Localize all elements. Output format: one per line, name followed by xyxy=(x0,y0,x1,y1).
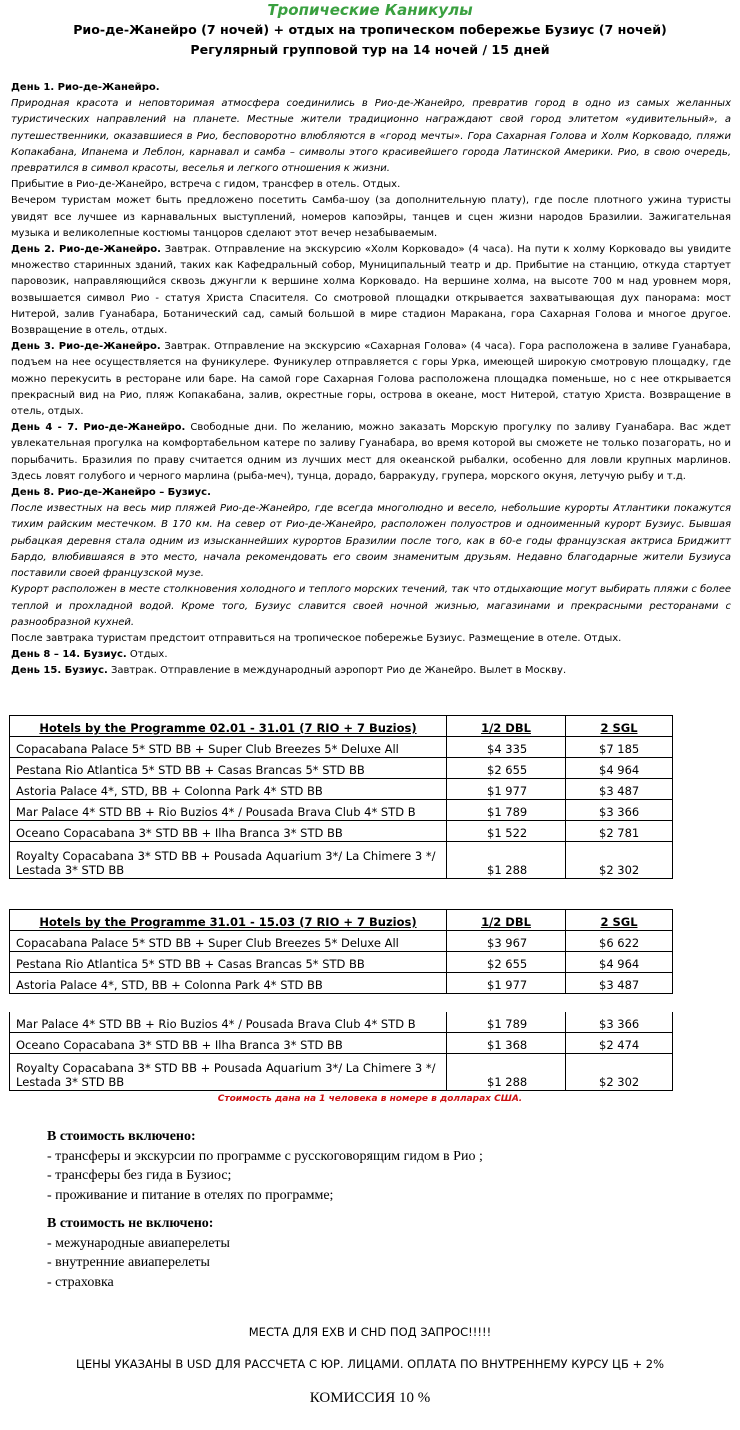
itinerary xyxy=(11,80,731,680)
list-item: - трансферы без гида в Бузиос; xyxy=(47,1168,232,1183)
day2-text: Завтрак. Отправление на экскурсию «Холм Корковадо» (4 часа). На пути к холму Корковадо вы увидите множество старинных зданий, таких как Кафедральный собор, Муниципальный театр и др. Прибытие на станцию, откуда стартует паровозик, направляющийся сквозь джунгли к вершине холма Корковадо. На вершине холма, на высоте 700 м над уровнем моря, возвышается символ Рио - статуя Христа Спасителя. Со смотровой площадки открывается захватывающая дух панорама: мост Нитерой, залив Гуанабара, Ботанический сад, самый большой в мире стадион Маракана, гора Сахарная Голова и многое другое. Возвращение в отель, отдых. xyxy=(11,244,731,337)
day3-text: Завтрак. Отправление на экскурсию «Сахарная Голова» (4 часа). Гора расположена в заливе Гуанабара, подъем на нее осуществляется на фуникулере. Фуникулер отправляется с горы Урка, имеющей широкую смотровую площадку, где можно перекусить в ресторане или баре. На самой горе Сахарная Голова расположена площадка поменьше, но с нее открывается прекрасный вид на Рио, пляж Копакабана, залив, окрестные горы, острова в океане, мост Нитерой, статую Христа. Возвращение в отель, отдых. xyxy=(11,341,731,418)
sgl-column-header: 2 SGL xyxy=(566,910,673,931)
not-included-section xyxy=(47,1214,230,1292)
not-included-title: В стоимость не включено: xyxy=(47,1216,214,1231)
hotel-cell: Mar Palace 4* STD BB + Rio Buzios 4* / Pousada Brava Club 4* STD B xyxy=(10,800,447,821)
sgl-price-cell: $2 302 xyxy=(566,1054,673,1091)
sgl-price-cell: $4 964 xyxy=(566,758,673,779)
sgl-price-cell: $3 366 xyxy=(566,800,673,821)
table-row xyxy=(10,758,673,779)
table-row xyxy=(10,800,673,821)
day15-text: Завтрак. Отправление в международный аэропорт Рио де Жанейро. Вылет в Москву. xyxy=(107,665,567,677)
list-item: - межународные авиаперелеты xyxy=(47,1235,230,1251)
list-item: - проживание и питание в отелях по программе; xyxy=(47,1187,334,1203)
sgl-price-cell: $3 366 xyxy=(566,1012,673,1033)
table-row xyxy=(10,737,673,758)
dbl-price-cell: $1 977 xyxy=(447,779,566,800)
dbl-price-cell: $1 522 xyxy=(447,821,566,842)
price-table-period-2 xyxy=(9,909,673,994)
sgl-price-cell: $2 302 xyxy=(566,842,673,879)
day8-intro-2: Курорт расположен в месте столкновения холодного и теплого морских течений, так что отдыхающие могут выбирать пляжи с более теплой и прохладной водой. Кроме того, Бузиус славится своей ночной жизнью, магазинами и прекрасными ресторанами с разнообразной кухней. xyxy=(11,584,731,628)
exb-chd-notice: МЕСТА ДЛЯ EXB И CHD ПОД ЗАПРОС!!!!! xyxy=(248,1325,492,1339)
dbl-price-cell: $1 789 xyxy=(447,1012,566,1033)
day8-title: День 8. Рио-де-Жанейро – Бузиус. xyxy=(11,487,211,499)
tour-subtitle-route: Рио-де-Жанейро (7 ночей) + отдых на тропическом побережье Бузиус (7 ночей) xyxy=(73,22,667,37)
hotels-column-header: Hotels by the Programme 02.01 - 31.01 (7 RIO + 7 Buzios) xyxy=(10,716,447,737)
dbl-price-cell: $1 288 xyxy=(447,842,566,879)
day1-title: День 1. Рио-де-Жанейро. xyxy=(11,82,160,93)
day8-14-text: Отдых. xyxy=(126,649,168,661)
included-title: В стоимость включено: xyxy=(47,1129,196,1144)
hotel-cell: Pestana Rio Atlantica 5* STD BB + Casas Brancas 5* STD BB xyxy=(10,952,447,973)
dbl-price-cell: $1 789 xyxy=(447,800,566,821)
table-row xyxy=(10,952,673,973)
included-section xyxy=(47,1127,483,1205)
dbl-price-cell: $1 288 xyxy=(447,1054,566,1091)
sgl-price-cell: $7 185 xyxy=(566,737,673,758)
day2-title: День 2. Рио-де-Жанейро. xyxy=(11,244,161,256)
dbl-price-cell: $2 655 xyxy=(447,758,566,779)
table-header-row xyxy=(10,910,673,931)
list-item: - трансферы и экскурсии по программе с русскоговорящим гидом в Рио ; xyxy=(47,1148,483,1164)
list-item: - внутренние авиаперелеты xyxy=(47,1255,210,1270)
hotel-cell: Astoria Palace 4*, STD, BB + Colonna Park 4* STD BB xyxy=(10,973,447,994)
day3-title: День 3. Рио-де-Жанейро. xyxy=(11,341,161,353)
commission-notice: КОМИССИЯ 10 % xyxy=(309,1390,431,1406)
hotel-cell: Royalty Copacabana 3* STD BB + Pousada Aquarium 3*/ La Chimere 3 */ Lestada 3* STD BB xyxy=(10,1054,447,1091)
table-row xyxy=(10,1054,673,1091)
header xyxy=(0,0,740,60)
hotel-cell: Copacabana Palace 5* STD BB + Super Club Breezes 5* Deluxe All xyxy=(10,737,447,758)
sgl-price-cell: $6 622 xyxy=(566,931,673,952)
day4-7-text: Свободные дни. По желанию, можно заказать Морскую прогулку по заливу Гуанабара. Вас ждет увлекательная прогулка на комфортабельном катере по заливу Гуанабара, во время которой вы сможете не только позагорать, но и порыбачить. Бразилия по праву считается одним из лучших мест для океанской рыбалки, особенно для ловли крупных марлинов. Здесь ловят голубого и черного марлина (рыба-меч), тунца, дорадо, барракуду, групера, морского окуня, летучую рыбу и т.д. xyxy=(11,422,731,482)
currency-notice: ЦЕНЫ УКАЗАНЫ В USD ДЛЯ РАССЧЕТА С ЮР. ЛИЦАМИ. ОПЛАТА ПО ВНУТРЕННЕМУ КУРСУ ЦБ + 2% xyxy=(75,1357,665,1371)
hotel-cell: Copacabana Palace 5* STD BB + Super Club Breezes 5* Deluxe All xyxy=(10,931,447,952)
hotel-cell: Pestana Rio Atlantica 5* STD BB + Casas Brancas 5* STD BB xyxy=(10,758,447,779)
day8-14-title: День 8 – 14. Бузиус. xyxy=(11,649,127,661)
day1-intro: Природная красота и неповторимая атмосфера соединились в Рио-де-Жанейро, превратив город в одно из самых желанных туристических направлений на планете. Местные жители традиционно награждают свой город элитетом «удивительный», а путешественники, оказавшиеся в Рио, бесповоротно влюбляются в «город мечты». Гора Сахарная Голова и Холм Корковадо, пляжи Копакабана, Ипанема и Леблон, карнавал и самба – символы этого красивейшего города Латинской Америки. Рио, в свою очередь, превратился в символ красоты, веселья и легкого отношения к жизни. xyxy=(11,98,731,175)
dbl-price-cell: $2 655 xyxy=(447,952,566,973)
dbl-price-cell: $3 967 xyxy=(447,931,566,952)
price-table-period-2-continued xyxy=(9,1012,673,1091)
table-row xyxy=(10,931,673,952)
hotel-cell: Oceano Copacabana 3* STD BB + Ilha Branca 3* STD BB xyxy=(10,1033,447,1054)
hotel-cell: Royalty Copacabana 3* STD BB + Pousada Aquarium 3*/ La Chimere 3 */ Lestada 3* STD BB xyxy=(10,842,447,879)
table-row xyxy=(10,973,673,994)
hotel-cell: Astoria Palace 4*, STD, BB + Colonna Park 4* STD BB xyxy=(10,779,447,800)
day1-evening: Вечером туристам может быть предложено посетить Самба-шоу (за дополнительную плату), где после плотного ужина туристы увидят все лучшее из карнавальных выступлений, номеров капоэйры, танцев и сцен жизни народов Бразилии. Зажигательная музыка и великолепные костюмы танцоров сделают этот вечер незабываемым. xyxy=(11,195,731,239)
sgl-price-cell: $2 474 xyxy=(566,1033,673,1054)
list-item: - страховка xyxy=(47,1274,114,1290)
dbl-column-header: 1/2 DBL xyxy=(447,716,566,737)
dbl-price-cell: $1 977 xyxy=(447,973,566,994)
dbl-price-cell: $4 335 xyxy=(447,737,566,758)
sgl-price-cell: $4 964 xyxy=(566,952,673,973)
price-table-period-1 xyxy=(9,715,673,879)
sgl-price-cell: $3 487 xyxy=(566,779,673,800)
sgl-price-cell: $3 487 xyxy=(566,973,673,994)
table-row xyxy=(10,779,673,800)
table-header-row xyxy=(10,716,673,737)
table-row xyxy=(10,821,673,842)
day15-title: День 15. Бузиус. xyxy=(11,665,108,677)
hotels-column-header: Hotels by the Programme 31.01 - 15.03 (7 RIO + 7 Buzios) xyxy=(10,910,447,931)
day1-arrival: Прибытие в Рио-де-Жанейро, встреча с гидом, трансфер в отель. Отдых. xyxy=(11,179,401,191)
day8-text: После завтрака туристам предстоит отправиться на тропическое побережье Бузиус. Размещение в отеле. Отдых. xyxy=(11,632,622,644)
table-row xyxy=(10,1033,673,1054)
tour-title: Тропические Каникулы xyxy=(267,1,473,19)
day8-intro-1: После известных на весь мир пляжей Рио-де-Жанейро, где всегда многолюдно и весело, небольшие курорты Атлантики покажутся тихим райским местечком. В 170 км. На север от Рио-де-Жанейро, расположен полуостров и одноименный курорт Бузиус. Бывшая рыбацкая деревня стала одним из изысканнейших курортов Бразилии после того, как в 60-е годы французская актриса Бриджитт Бардо, влюбившаяся в это место, начала рекомендовать его своим знаменитым друзьям. Недавно благодарные жители Бузиуса поставили своей французской музе. xyxy=(11,503,731,580)
day4-7-title: День 4 - 7. Рио-де-Жанейро. xyxy=(11,422,186,434)
hotel-cell: Oceano Copacabana 3* STD BB + Ilha Branca 3* STD BB xyxy=(10,821,447,842)
sgl-price-cell: $2 781 xyxy=(566,821,673,842)
table-row xyxy=(10,842,673,879)
table-row xyxy=(10,1012,673,1033)
sgl-column-header: 2 SGL xyxy=(566,716,673,737)
tour-subtitle-duration: Регулярный групповой тур на 14 ночей / 15 дней xyxy=(190,42,550,57)
dbl-price-cell: $1 368 xyxy=(447,1033,566,1054)
hotel-cell: Mar Palace 4* STD BB + Rio Buzios 4* / Pousada Brava Club 4* STD B xyxy=(10,1012,447,1033)
price-note: Стоимость дана на 1 человека в номере в долларах США. xyxy=(217,1094,523,1104)
dbl-column-header: 1/2 DBL xyxy=(447,910,566,931)
